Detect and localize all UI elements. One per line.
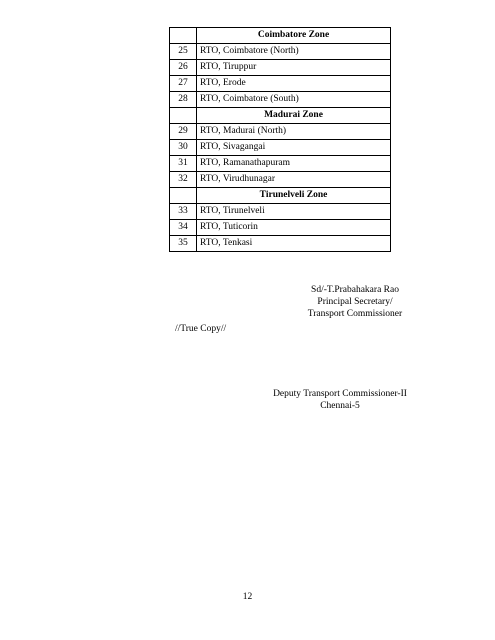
signature-block (285, 284, 425, 320)
serial-number: 31 (170, 156, 197, 172)
office-name: RTO, Erode (197, 76, 391, 92)
page-number: 12 (242, 592, 253, 602)
office-name: RTO, Madurai (North) (197, 124, 391, 140)
table-row (170, 124, 391, 140)
zone-header-row (170, 188, 391, 204)
table-row (170, 76, 391, 92)
office-name: RTO, Virudhunagar (197, 172, 391, 188)
office-name: RTO, Coimbatore (North) (197, 44, 391, 60)
zone-header-spacer (170, 108, 197, 124)
serial-number: 33 (170, 204, 197, 220)
table-row (170, 236, 391, 252)
table-row (170, 172, 391, 188)
serial-number: 28 (170, 92, 197, 108)
zone-name: Tirunelveli Zone (197, 188, 391, 204)
deputy-title: Deputy Transport Commissioner-II (273, 389, 407, 399)
zone-name: Madurai Zone (197, 108, 391, 124)
true-copy-label: //True Copy// (175, 324, 227, 334)
signature-name: Sd/-T.Prabahakara Rao (311, 285, 399, 295)
table-row (170, 156, 391, 172)
serial-number: 34 (170, 220, 197, 236)
serial-number: 30 (170, 140, 197, 156)
zone-header-row (170, 28, 391, 44)
office-name: RTO, Sivagangai (197, 140, 391, 156)
signature-designation: Transport Commissioner (307, 309, 403, 319)
rto-table (169, 27, 391, 252)
serial-number: 25 (170, 44, 197, 60)
signature-title: Principal Secretary/ (317, 297, 393, 307)
serial-number: 26 (170, 60, 197, 76)
serial-number: 29 (170, 124, 197, 140)
table-row (170, 220, 391, 236)
deputy-location: Chennai-5 (320, 401, 360, 411)
serial-number: 27 (170, 76, 197, 92)
office-name: RTO, Ramanathapuram (197, 156, 391, 172)
zone-name: Coimbatore Zone (197, 28, 391, 44)
serial-number: 32 (170, 172, 197, 188)
office-name: RTO, Tiruppur (197, 60, 391, 76)
office-name: RTO, Tuticorin (197, 220, 391, 236)
table-row (170, 44, 391, 60)
zone-header-spacer (170, 188, 197, 204)
zone-header-spacer (170, 28, 197, 44)
deputy-block (270, 388, 410, 412)
office-name: RTO, Tirunelveli (197, 204, 391, 220)
table-row (170, 60, 391, 76)
office-name: RTO, Tenkasi (197, 236, 391, 252)
zone-header-row (170, 108, 391, 124)
table-row (170, 140, 391, 156)
table-row (170, 204, 391, 220)
table-row (170, 92, 391, 108)
rto-table-body (170, 28, 391, 252)
serial-number: 35 (170, 236, 197, 252)
office-name: RTO, Coimbatore (South) (197, 92, 391, 108)
